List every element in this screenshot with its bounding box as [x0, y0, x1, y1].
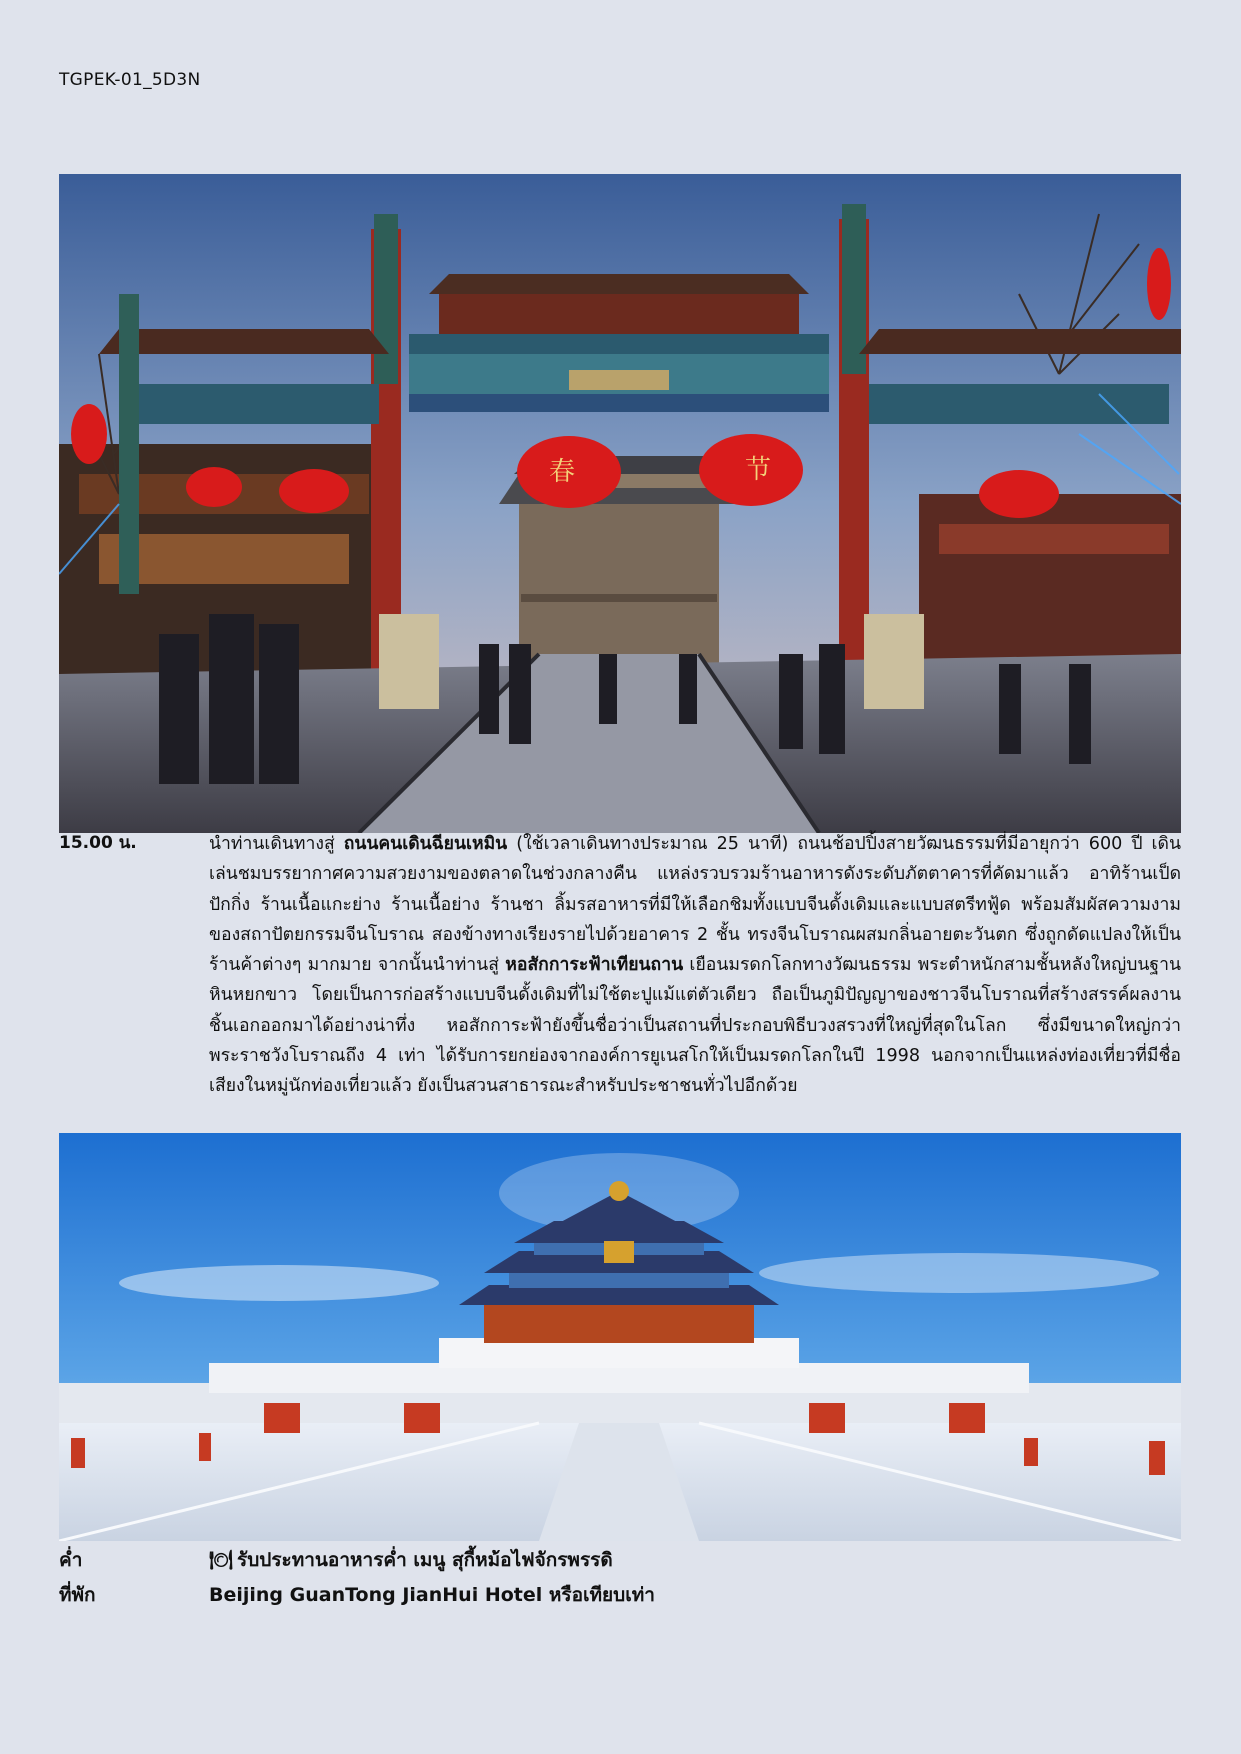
temple-of-heaven-photo — [59, 1133, 1181, 1541]
dinner-label: ค่ำ — [59, 1549, 83, 1571]
hotel-label: ที่พัก — [59, 1584, 96, 1606]
hotel-row — [59, 1580, 1181, 1610]
document-code: TGPEK-01_5D3N — [59, 70, 201, 90]
itinerary-description: นำท่านเดินทางสู่ ถนนคนเดินฉียนเหมิน (ใช้เวลาเดินทางประมาณ 25 นาที) ถนนช้อปปิ้งสายวัฒนธรรมที่มีอายุกว่า 600 ปี เดินเล่นชมบรรยากาศความสวยงามของตลาดในช่วงกลางคืน แหล่งรวบรวมร้านอาหารดังระดับภัตตาคารที่คัดมาแล้ว อาทิร้านเป็ดปักกิ่ง ร้านเนื้อแกะย่าง ร้านเนื้อย่าง ร้านชา ลิ้มรสอาหารที่มีให้เลือกชิมทั้งแบบจีนดั้งเดิมและแบบสตรีทฟู้ด พร้อมสัมผัสความงามของสถาปัตยกรรมจีนโบราณ สองข้างทางเรียงรายไปด้วยอาคาร 2 ชั้น ทรงจีนโบราณผสมกลิ่นอายตะวันตก ซึ่งถูกดัดแปลงให้เป็นร้านค้าต่างๆ มากมาย จากนั้นนำท่านสู่ หอสักการะฟ้าเทียนถาน เยือนมรดกโลกทางวัฒนธรรม พระตำหนักสามชั้นหลังใหญ่บนฐานหินหยกขาว โดยเป็นการก่อสร้างแบบจีนดั้งเดิมที่ไม่ใช้ตะปูแม้แต่ตัวเดียว ถือเป็นภูมิปัญญาของชาวจีนโบราณที่สร้างสรรค์ผลงานชิ้นเอกออกมาได้อย่างน่าทึ่ง หอสักการะฟ้ายังขึ้นชื่อว่าเป็นสถานที่ประกอบพิธีบวงสรวงที่ใหญ่ที่สุดในโลก ซึ่งมีขนาดใหญ่กว่าพระราชวังโบราณถึง 4 เท่า ได้รับการยกย่องจากองค์การยูเนสโกให้เป็นมรดกโลกในปี 1998 นอกจากเป็นแหล่งท่องเที่ยวที่มีชื่อเสียงในหมู่นักท่องเที่ยวแล้ว ยังเป็นสวนสาธารณะสำหรับประชาชนทั่วไปอีกด้วย — [209, 834, 1181, 1097]
lantern-char-left: 春 — [549, 457, 576, 487]
qianmen-street-photo — [59, 174, 1181, 833]
highlight-qianmen: ถนนคนเดินฉียนเหมิน — [343, 834, 508, 854]
highlight-temple-of-heaven: หอสักการะฟ้าเทียนถาน — [505, 955, 684, 976]
utensils-icon: 🍽 — [209, 1549, 234, 1571]
lantern-char-right: 节 — [745, 455, 772, 485]
dinner-text: 🍽 รับประทานอาหารค่ำ เมนู สุกี้หม้อไฟจักรพรรดิ — [209, 1549, 613, 1571]
time-label: 15.00 น. — [59, 833, 137, 853]
hotel-text: Beijing GuanTong JianHui Hotel หรือเทียบเท่า — [209, 1584, 655, 1606]
dinner-row — [59, 1545, 1181, 1575]
